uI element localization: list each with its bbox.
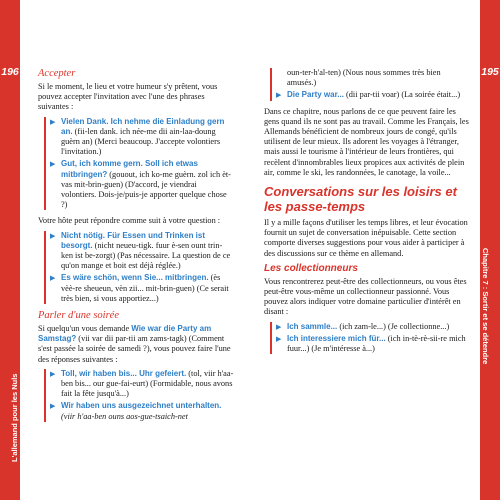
accepter-intro: Si le moment, le lieu et votre humeur s'y prêtent, vous pouvez accepter l'invitation avec l'une des phrases suivantes :: [38, 82, 218, 112]
phrase-item: [50, 401, 234, 421]
arrow-bullet-icon: ▶: [276, 334, 282, 343]
right-running-title: Chapitre 7 : Sortir et se détendre: [481, 248, 490, 365]
left-page-number: 196: [1, 66, 19, 78]
collector-phrase-list: [270, 322, 470, 355]
continued-phrase-list: [270, 68, 470, 101]
german-phrase: Gut, ich komme gern. Soll ich etwas mitbringen?: [61, 159, 198, 179]
german-phrase: Wir haben uns ausgezeichnet unterhalten.: [61, 401, 222, 411]
collectionneurs-paragraph: Vous rencontrerez peut-être des collectionneurs, ou vous êtes peut-être vous-même un collectionneur passionné. Vous pouvez alors indiquer votre domaine particulier d'intérêt en disant :: [264, 276, 467, 317]
heading-collectionneurs: Les collectionneurs: [264, 262, 358, 274]
phrase-item: [50, 159, 234, 210]
heading-parler-soiree: Parler d'une soirée: [38, 310, 119, 322]
german-phrase: Toll, wir haben bis... Uhr gefeiert.: [61, 368, 187, 378]
phrase-translation: (gouout, ich ko-me guèrn. zol ich èt-vas mit-brin-guen) (D'accord, je viendrai volontiers. Dois-je/puis-je apporter quelque chose ?): [61, 169, 231, 210]
heading-conversations-loisirs: Conversations sur les loisirs et les passe-temps: [264, 184, 457, 215]
soiree-intro: [38, 324, 234, 365]
arrow-bullet-icon: ▶: [276, 91, 282, 100]
loisirs-paragraph: Il y a mille façons d'utiliser les temps libres, et leur évocation fournit un sujet de conversation inépuisable. Cette section comporte diverses suggestions pour vous aider à participer à des discussions sur ce thème en allemand.: [264, 218, 468, 258]
german-phrase: Es wäre schön, wenn Sie... mitbringen.: [61, 273, 209, 283]
german-phrase: Wie war die Party am Samstag?: [38, 324, 212, 344]
arrow-bullet-icon: ▶: [50, 231, 56, 240]
german-phrase: Ich sammle...: [287, 321, 338, 331]
phrase-translation: (viir h'aa-ben ouns aos-gue-tsaich-net: [61, 411, 188, 421]
phrase-item: [276, 322, 470, 332]
phrase-item: [50, 369, 234, 400]
soiree-intro-end: (vii var dii par-tii am zams-tagk) (Comment s'est passée la soirée de samedi ?), vous pouvez faire l'une des réponses suivantes :: [38, 334, 231, 364]
soiree-phrase-list: [44, 369, 234, 422]
accepter-phrase-list: [44, 117, 234, 211]
phrase-continuation: oun-ter-h'al-ten) (Nous nous sommes très bien amusés.): [287, 68, 441, 88]
arrow-bullet-icon: ▶: [276, 322, 282, 331]
phrase-translation: (ich zam-le...) (Je collectionne...): [337, 321, 450, 331]
arrow-bullet-icon: ▶: [50, 369, 56, 378]
phrase-item: [50, 117, 234, 158]
hote-phrase-list: [44, 231, 234, 304]
phrase-translation: (ès vèè-re sheueun, vèn zii... mit-brin-guen) (Ce serait très bien, si vous apportiez...): [61, 273, 229, 303]
right-page-column: [264, 68, 470, 360]
arrow-bullet-icon: ▶: [50, 160, 56, 169]
phrase-translation: (fii-len dank. ich née-me dii ain-laa-doung guèrn an) (Merci beaucoup. J'accepte volontiers l'invitation.): [61, 126, 221, 157]
arrow-bullet-icon: ▶: [50, 402, 56, 411]
phrase-item: [276, 334, 470, 354]
left-page-column: [38, 68, 234, 428]
right-page-number: 195: [481, 66, 499, 78]
german-phrase: Vielen Dank. Ich nehme die Einladung gern an.: [61, 116, 225, 136]
phrase-item: [276, 90, 470, 100]
phrase-translation: (tol, viir h'aa-ben bis... our gue-fai-eurt) (Formidable, nous avons fait la fête jusqu'à...): [61, 368, 234, 399]
german-phrase: Nicht nötig. Für Essen und Trinken ist besorgt.: [61, 230, 206, 250]
chapter-intro-paragraph: Dans ce chapitre, nous parlons de ce que peuvent faire les gens quand ils ne sont pas au travail. Comme les Français, les Allemands bénéficient de nombreux jours de congé, qu'ils utilisent de leur mieux. Ils adorent les voyages à l'étranger, mais aussi le tourisme à l'intérieur de leurs frontières, qui recèlent d'innombrables lieux propices aux activités de plein air, comme le ski, les randonnées, le canotage, la voile...: [264, 106, 469, 177]
heading-accepter: Accepter: [38, 68, 76, 79]
phrase-item: [50, 231, 234, 272]
left-running-title: L'allemand pour les Nuls: [10, 373, 19, 462]
german-phrase: Die Party war...: [287, 90, 344, 100]
german-phrase: Ich interessiere mich für...: [287, 333, 386, 343]
phrase-translation: (nicht neueu-tigk. fuur è-sen ount trin-ken ist be-zorgt) (Pas nécessaire. La question de ce qu'on mange et boit est déjà réglée.): [61, 240, 231, 271]
phrase-translation: (ich in-tè-rè-sii-re mich fuur...) (Je m'intéresse à...): [287, 333, 466, 354]
arrow-bullet-icon: ▶: [50, 274, 56, 283]
hote-intro: Votre hôte peut répondre comme suit à votre question :: [38, 216, 221, 226]
phrase-translation: (dii par-tii voar) (La soirée était...): [343, 90, 461, 100]
soiree-intro-start: Si quelqu'un vous demande: [38, 324, 132, 334]
phrase-item: [50, 273, 234, 304]
arrow-bullet-icon: ▶: [50, 117, 56, 126]
